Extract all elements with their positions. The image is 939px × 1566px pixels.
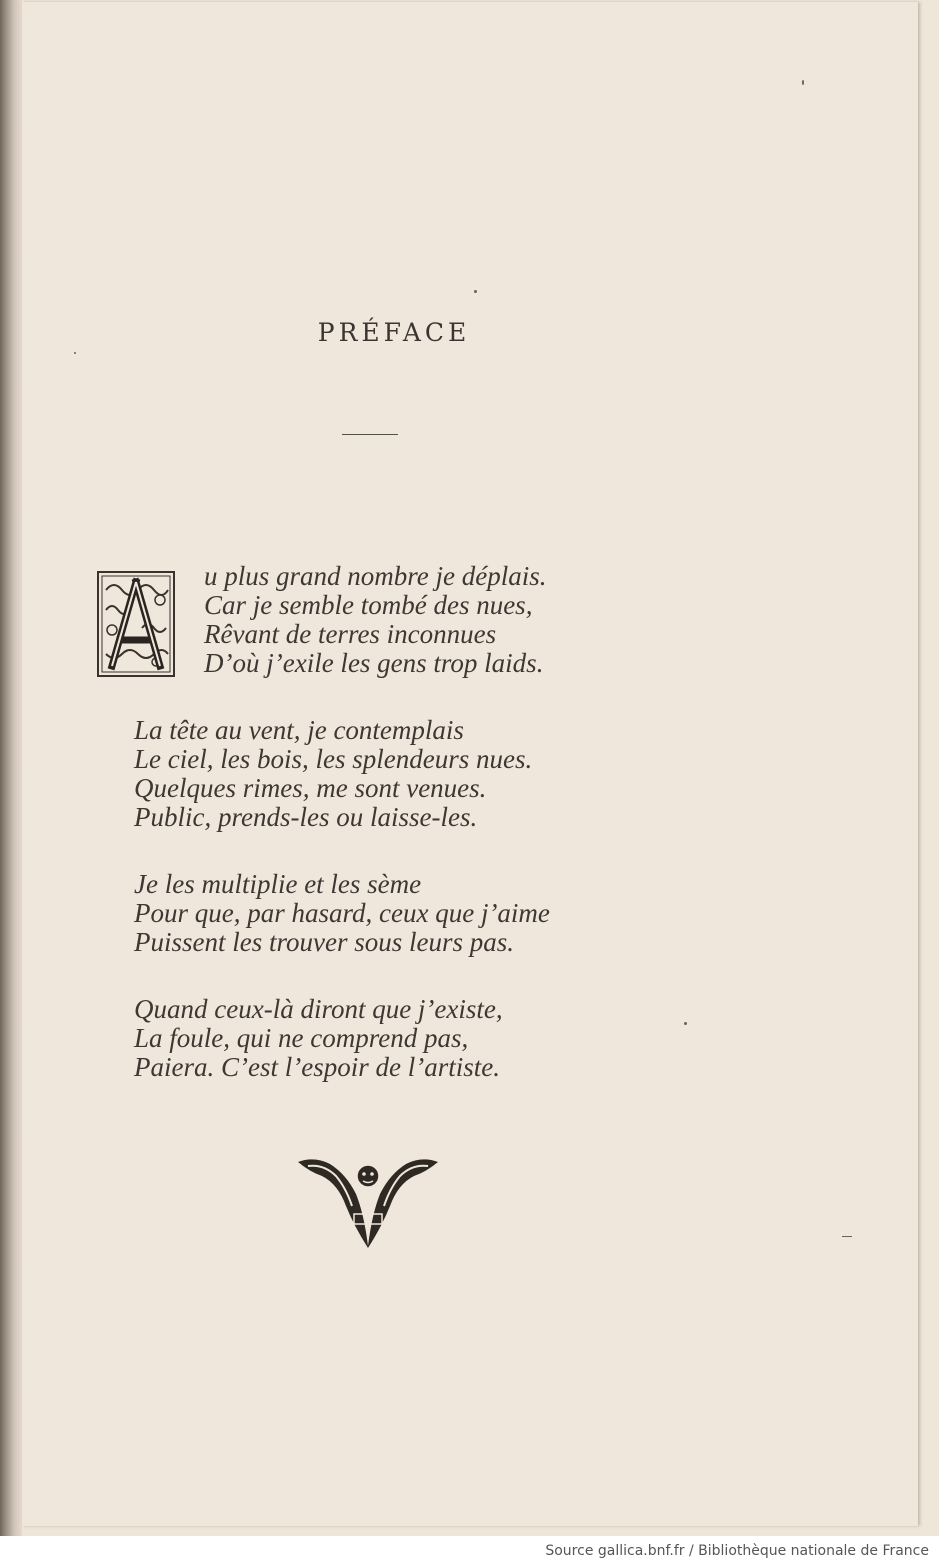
book-page [22,2,918,1526]
poem-line: Je les multiplie et les sème [134,869,422,899]
poem-line: La tête au vent, je contemplais [134,715,464,745]
paper-speck [802,80,804,85]
tailpiece-ornament-icon [294,1154,442,1250]
title-rule [342,434,398,435]
paper-speck [74,352,76,354]
poem-line: D’où j’exile les gens trop laids. [204,648,544,678]
book-gutter [0,0,22,1536]
poem [134,562,694,1120]
poem-line: Puissent les trouver sous leurs pas. [134,927,514,957]
stanza-3 [134,870,694,957]
poem-line: u plus grand nombre je déplais. [204,561,547,591]
poem-line: Le ciel, les bois, les splendeurs nues. [134,744,533,774]
source-attribution: Source gallica.bnf.fr / Bibliothèque nationale de France [545,1543,929,1559]
poem-line: Car je semble tombé des nues, [204,590,533,620]
stanza-4 [134,995,694,1082]
poem-line: Pour que, par hasard, ceux que j’aime [134,898,550,928]
page-title: PRÉFACE [317,318,471,347]
paper-speck [474,290,477,293]
stanza-1 [134,562,694,678]
poem-line: Public, prends-les ou laisse-les. [134,802,478,832]
poem-line: La foule, qui ne comprend pas, [134,1023,469,1053]
poem-line: Quelques rimes, me sont venues. [134,773,487,803]
paper-speck [684,1022,687,1025]
paper-speck [842,1236,852,1237]
poem-line: Rêvant de terres inconnues [204,619,497,649]
stanza-2 [134,716,694,832]
poem-line: Paiera. C’est l’espoir de l’artiste. [134,1052,500,1082]
poem-line: Quand ceux-là diront que j’existe, [134,994,503,1024]
